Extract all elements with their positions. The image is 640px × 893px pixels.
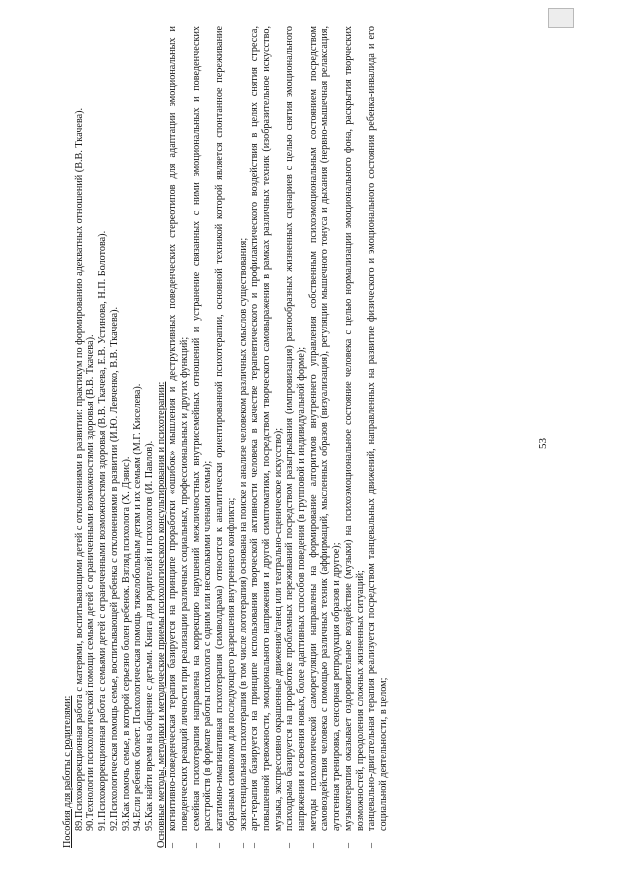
method-item-text: экзистенциальная психотерапия (в том числе логотерапия) основана на поиске и анализе человеком различных смыслов существования; <box>237 237 249 831</box>
source-item-text: Если ребенок болеет. Психологическая помощь тяжелобольным детям и их семьям (М.Г. Киселева). <box>132 383 144 818</box>
method-item <box>167 26 190 848</box>
method-item-dash: – <box>284 842 296 848</box>
method-item-dash: – <box>190 842 202 848</box>
methods-heading: Основные методы, методики и методические приемы психологического консультирования и психотерапии: <box>155 381 167 848</box>
method-item-dash: – <box>167 842 179 848</box>
source-item <box>109 26 121 848</box>
method-item-dash: – <box>214 842 226 848</box>
source-item <box>144 26 156 848</box>
source-item-text: Психокоррекционная работа с семьями детей с ограниченными возможностями здоровья (В.В. Ткачева, Е.В. Устинова, Н.П. Болотова). <box>97 230 109 818</box>
method-item-dash: – <box>307 842 319 848</box>
method-item-text: психодрама базируется на проработке проблемных переживаний посредством разыгрывания (импровизация) разнообразных жизненных сценариев с целью снятия эмоционального напряжения и освоения новых, более адаптивных способов поведения (в групповой и индивидуальной форме); <box>284 26 308 831</box>
method-item-text: кататимно-имагинативная психотерапия (символдрама) относится к аналитически ориентированной психотерапии, основной техникой которой является спонтанное переживание образным символом для последующего разрешения внутреннего конфликта; <box>214 26 237 831</box>
method-item-dash: – <box>237 842 249 848</box>
method-item <box>308 26 343 848</box>
method-item-dash: – <box>366 842 378 848</box>
source-item-number: 90. <box>85 818 97 831</box>
source-item <box>121 26 133 848</box>
source-item <box>85 26 97 848</box>
method-item <box>284 26 307 848</box>
method-item-text: когнитивно-поведенческая терапия базируется на принципе проработки «ошибок» мышления и деструктивных поведенческих стереотипов для адаптации эмоциональных и поведенческих реакций личности при реализации различных социальных, профессиональных и других функций; <box>167 26 191 831</box>
source-item <box>74 26 86 848</box>
source-item-number: 92. <box>108 818 120 831</box>
method-item <box>249 26 284 848</box>
source-item-number: 89. <box>73 818 85 831</box>
method-item-dash: – <box>249 842 261 848</box>
method-item-text: семейная психотерапия направлена на коррекцию нарушений межличностных внутрисемейных отношений и устранение связанных с ними эмоциональных и поведенческих расстройств (в формате работы психолога с одним или несколькими членами семьи); <box>190 26 214 831</box>
page-number: 53 <box>537 438 549 449</box>
source-item-number: 93. <box>120 818 132 831</box>
method-item-dash: – <box>342 842 354 848</box>
method-item <box>214 26 237 848</box>
method-item-text: арт-терапия базируется на принципе использования творческой активности человека в качестве терапевтического и профилактического воздействия в целях снятия стресса, повышенной тревожности, эмоционального напряжения и другой симптоматики, посредством творческого самовыражения в рамках различных техник (изобразительное искусство, музыка, экспрессивно окрашенные движения/танец или театрально-сценическое искусство); <box>249 26 284 831</box>
method-item-text: методы психологической саморегуляции направлены на формирование алгоритмов внутреннего управления собственным психоэмоциональным состоянием посредством самовоздействия человека с помощью различных техник (аффирмаций, мысленных образов (визуализация), регуляции мышечного тонуса и дыхания (нервно-мышечная релаксация, аутогенная тренировка, сенсорная репродукция образов и другое); <box>307 26 343 831</box>
source-item-text: Как помочь семье, в которой серьезно болен ребенок. Взгляд психолога (Х. Дэвис). <box>120 456 132 818</box>
sources-list <box>74 26 156 848</box>
scan-mark <box>548 8 574 28</box>
source-item <box>97 26 109 848</box>
rotated-page-content <box>62 26 562 848</box>
source-item-number: 94. <box>132 818 144 831</box>
source-item <box>132 26 144 848</box>
methods-list <box>167 26 389 848</box>
method-item <box>238 26 250 848</box>
sources-heading: Пособия для работы с родителями: <box>62 695 73 848</box>
method-item-text: танцевально-двигательная терапия реализуется посредством танцевальных движений, направленных на развитие физического и эмоционального состояния ребенка-инвалида и его социальной деятельности, в целом; <box>366 26 389 831</box>
methods-section <box>156 26 390 848</box>
source-item-text: Психокоррекционная работа с матерями, воспитывающими детей с отклонениями в развитии: практикум по формированию адекватных отношений (В.В. Ткачева). <box>73 107 85 818</box>
source-item-number: 91. <box>97 818 109 831</box>
source-item-text: Как найти время на общение с детьми. Книга для родителей и психологов (И. Павлов). <box>143 440 155 818</box>
source-item-text: Технологии психологической помощи семьям детей с ограниченными возможностями здоровья (В.В. Ткачева). <box>85 334 97 818</box>
method-item <box>191 26 214 848</box>
method-item-text: музыкотерапия оказывает оздоровительное воздействие (музыки) на психоэмоциональное состояние человека с целью нормализации эмоционального фона, раскрытия творческих возможностей, преодоления сложных жизненных ситуаций; <box>342 26 366 831</box>
source-item-number: 95. <box>143 818 155 831</box>
source-item-text: Психологическая помощь семье, воспитывающей ребенка с отклонениями в развитии (И.Ю. Левченко, В.В. Ткачева). <box>108 306 120 818</box>
sources-section <box>62 26 156 848</box>
method-item <box>343 26 366 848</box>
method-item <box>366 26 389 848</box>
